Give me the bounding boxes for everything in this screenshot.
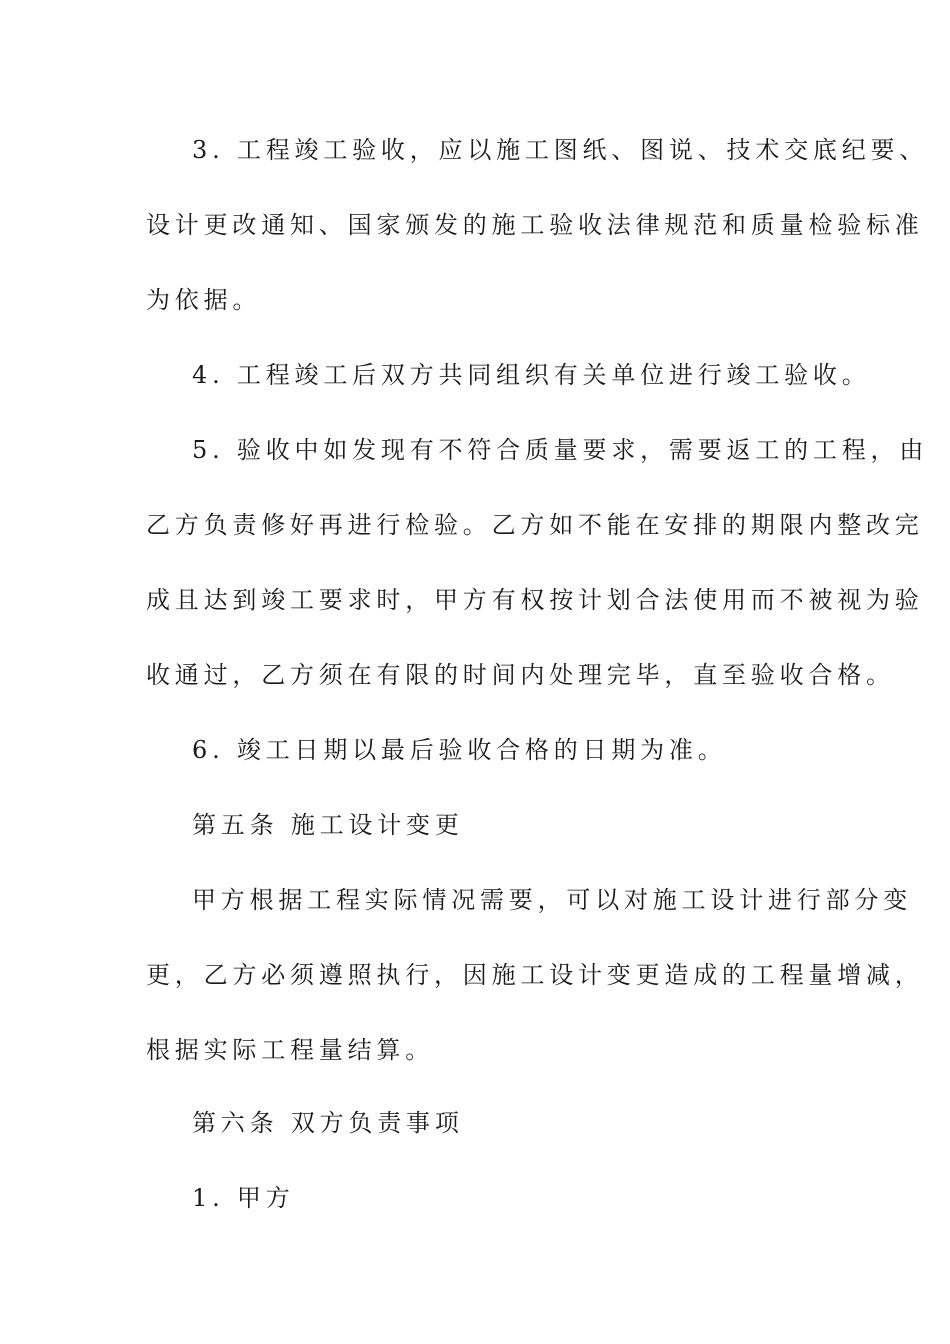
paragraph-line: 成且达到竣工要求时，甲方有权按计划合法使用而不被视为验 <box>146 586 924 614</box>
paragraph-line: 6. 竣工日期以最后验收合格的日期为准。 <box>192 736 727 764</box>
section-heading: 第五条 施工设计变更 <box>192 811 464 839</box>
paragraph-line: 5. 验收中如发现有不符合质量要求，需要返工的工程，由 <box>192 436 929 464</box>
paragraph-line: 根据实际工程量结算。 <box>146 1036 434 1064</box>
paragraph-line: 为依据。 <box>146 286 262 314</box>
paragraph-line: 更，乙方必须遵照执行，因施工设计变更造成的工程量增减， <box>146 961 924 989</box>
paragraph-line: 4. 工程竣工后双方共同组织有关单位进行竣工验收。 <box>192 361 871 389</box>
paragraph-line: 甲方根据工程实际情况需要，可以对施工设计进行部分变 <box>192 886 912 914</box>
paragraph-line: 乙方负责修好再进行检验。乙方如不能在安排的期限内整改完 <box>146 511 924 539</box>
paragraph-line: 3. 工程竣工验收，应以施工图纸、图说、技术交底纪要、 <box>192 136 929 164</box>
paragraph-line: 设计更改通知、国家颁发的施工验收法律规范和质量检验标准 <box>146 211 924 239</box>
paragraph-line: 1. 甲方 <box>192 1184 295 1212</box>
section-heading: 第六条 双方负责事项 <box>192 1109 464 1137</box>
paragraph-line: 收通过，乙方须在有限的时间内处理完毕，直至验收合格。 <box>146 661 895 689</box>
